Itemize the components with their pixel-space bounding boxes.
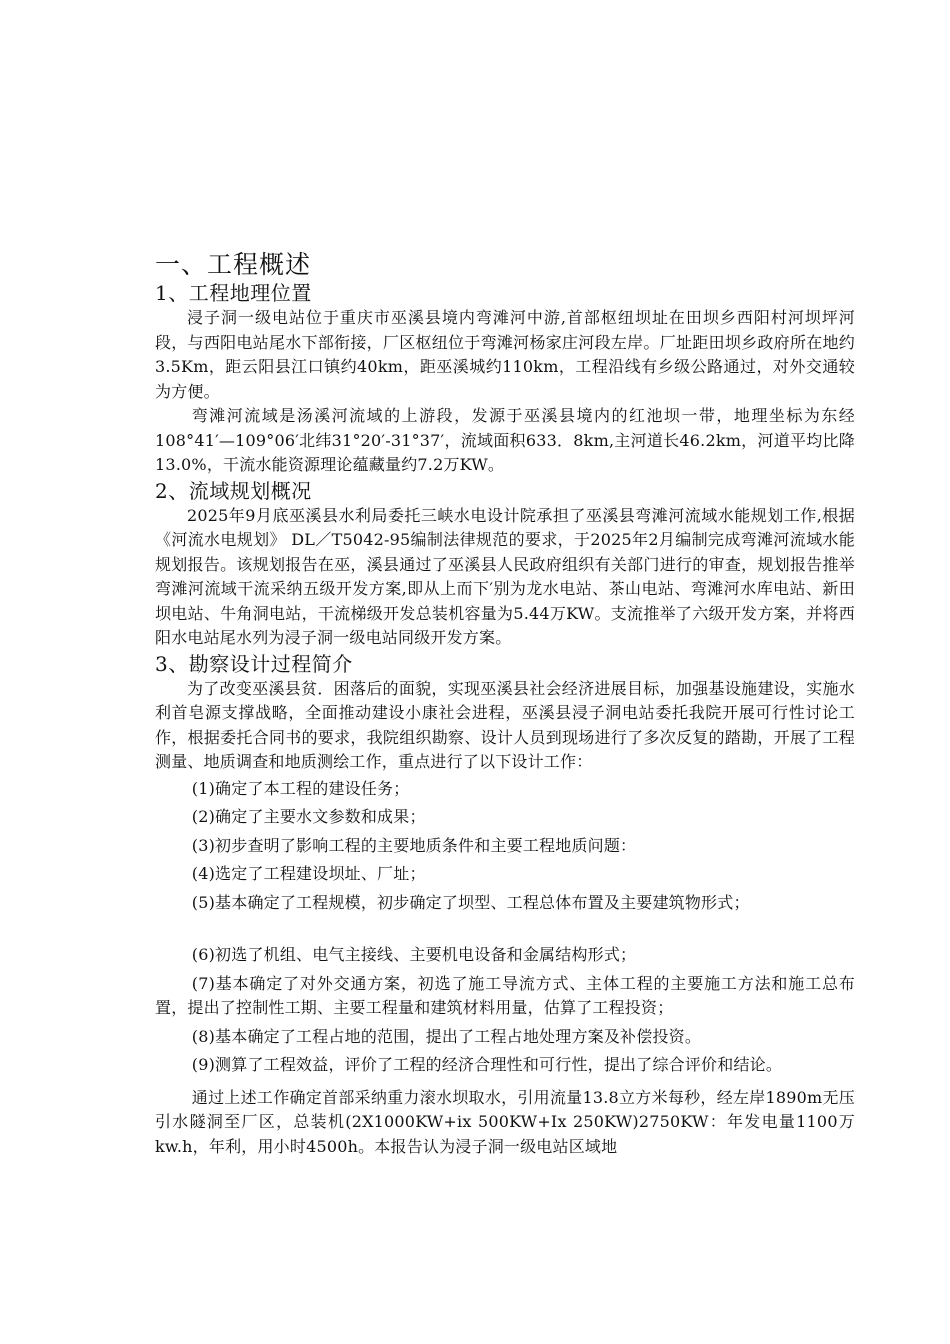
- section-heading-location: 1、工程地理位置: [155, 281, 312, 305]
- paragraph-survey-design: 为了改变巫溪县贫．困落后的面貌，实现巫溪县社会经济进展目标，加强基设施建设，实施水利首皂源支撑战略，全面推动建设小康社会进程，巫溪县浸子洞电站委托我院开展可行性讨论工作，根据委托合同书的要求，我院组织勘察、设计人员到现场进行了多次反复的踏勘，开展了工程测量、地质调查和地质测绘工作，重点进行了以下设计工作：: [155, 678, 855, 771]
- section-heading-basin-planning: 2、流域规划概况: [155, 478, 312, 503]
- section-heading-survey-design: 3、勘察设计过程简介: [155, 651, 353, 676]
- list-item-6: (6)初选了机组、电气主接线、主要机电设备和金属结构形式；: [191, 945, 637, 964]
- list-item-7: (7)基本确定了对外交通方案，初选了施工导流方式、主体工程的主要施工方法和施工总布置，提出了控制性工期、主要工程量和建筑材料用量，估算了工程投资；: [155, 973, 855, 1017]
- paragraph-conclusion: 通过上述工作确定首部采纳重力滚水坝取水，引用流量13.8立方米每秒，经左岸1890m无压引水隧洞至厂区，总装机(2X1000KW+ix 500KW+Ix 250KW)2750KW：年发电量1100万kw.h，年利，用小时4500h。本报告认为浸子洞一级电站区域地: [155, 1087, 855, 1156]
- list-item-1: (1)确定了本工程的建设任务；: [191, 778, 410, 798]
- list-item-5: (5)基本确定了工程规模，初步确定了坝型、工程总体布置及主要建筑物形式；: [191, 892, 750, 912]
- document-page: [155, 250, 855, 1159]
- list-item-4: (4)选定了工程建设坝址、厂址；: [191, 864, 426, 883]
- list-item-8: (8)基本确定了工程占地的范围，提出了工程占地处理方案及补偿投资。: [191, 1026, 702, 1046]
- paragraph-basin-planning: 2025年9月底巫溪县水利局委托三峡水电设计院承担了巫溪县弯滩河流域水能规划工作,根据《河流水电规划》 DL／T5042-95编制法律规范的要求，于2025年2月编制完成弯滩河流域水能规划报告。该规划报告在巫，溪县通过了巫溪县人民政府组织有关部门进行的审查，规划报告推举弯滩河流域干流采纳五级开发方案,即从上而下′别为龙水电站、茶山电站、弯滩河水库电站、新田坝电站、牛角洞电站，干流梯级开发总装机容量为5.44万KW。支流推举了六级开发方案，并将西阳水电站尾水列为浸子洞一级电站同级开发方案。: [155, 505, 855, 647]
- list-item-9: (9)测算了工程效益，评价了工程的经济合理性和可行性，提出了综合评价和结论。: [191, 1055, 783, 1074]
- paragraph-location-1: 浸子洞一级电站位于重庆市巫溪县境内弯滩河中游,首部枢纽坝址在田坝乡西阳村河坝坪河段，与西阳电站尾水下部衔接，厂区枢纽位于弯滩河杨家庄河段左岸。厂址距田坝乡政府所在地约3.5Km，距云阳县江口镇约40km，距巫溪城约110km，工程沿线有乡级公路通过，对外交通较为方便。: [155, 308, 855, 401]
- document-title: 一、工程概述: [155, 250, 312, 279]
- list-item-2: (2)确定了主要水文参数和成果；: [191, 807, 426, 826]
- paragraph-location-2: 弯滩河流域是汤溪河流域的上游段，发源于巫溪县境内的红池坝一带，地理坐标为东经108°41′—109°06′北纬31°20′-31°37′，流域面积633．8km,主河道长46.2km，河道平均比降13.0%，干流水能资源理论蕴藏量约7.2万KW。: [155, 406, 855, 474]
- list-item-3: (3)初步查明了影响工程的主要地质条件和主要工程地质问题：: [191, 835, 637, 855]
